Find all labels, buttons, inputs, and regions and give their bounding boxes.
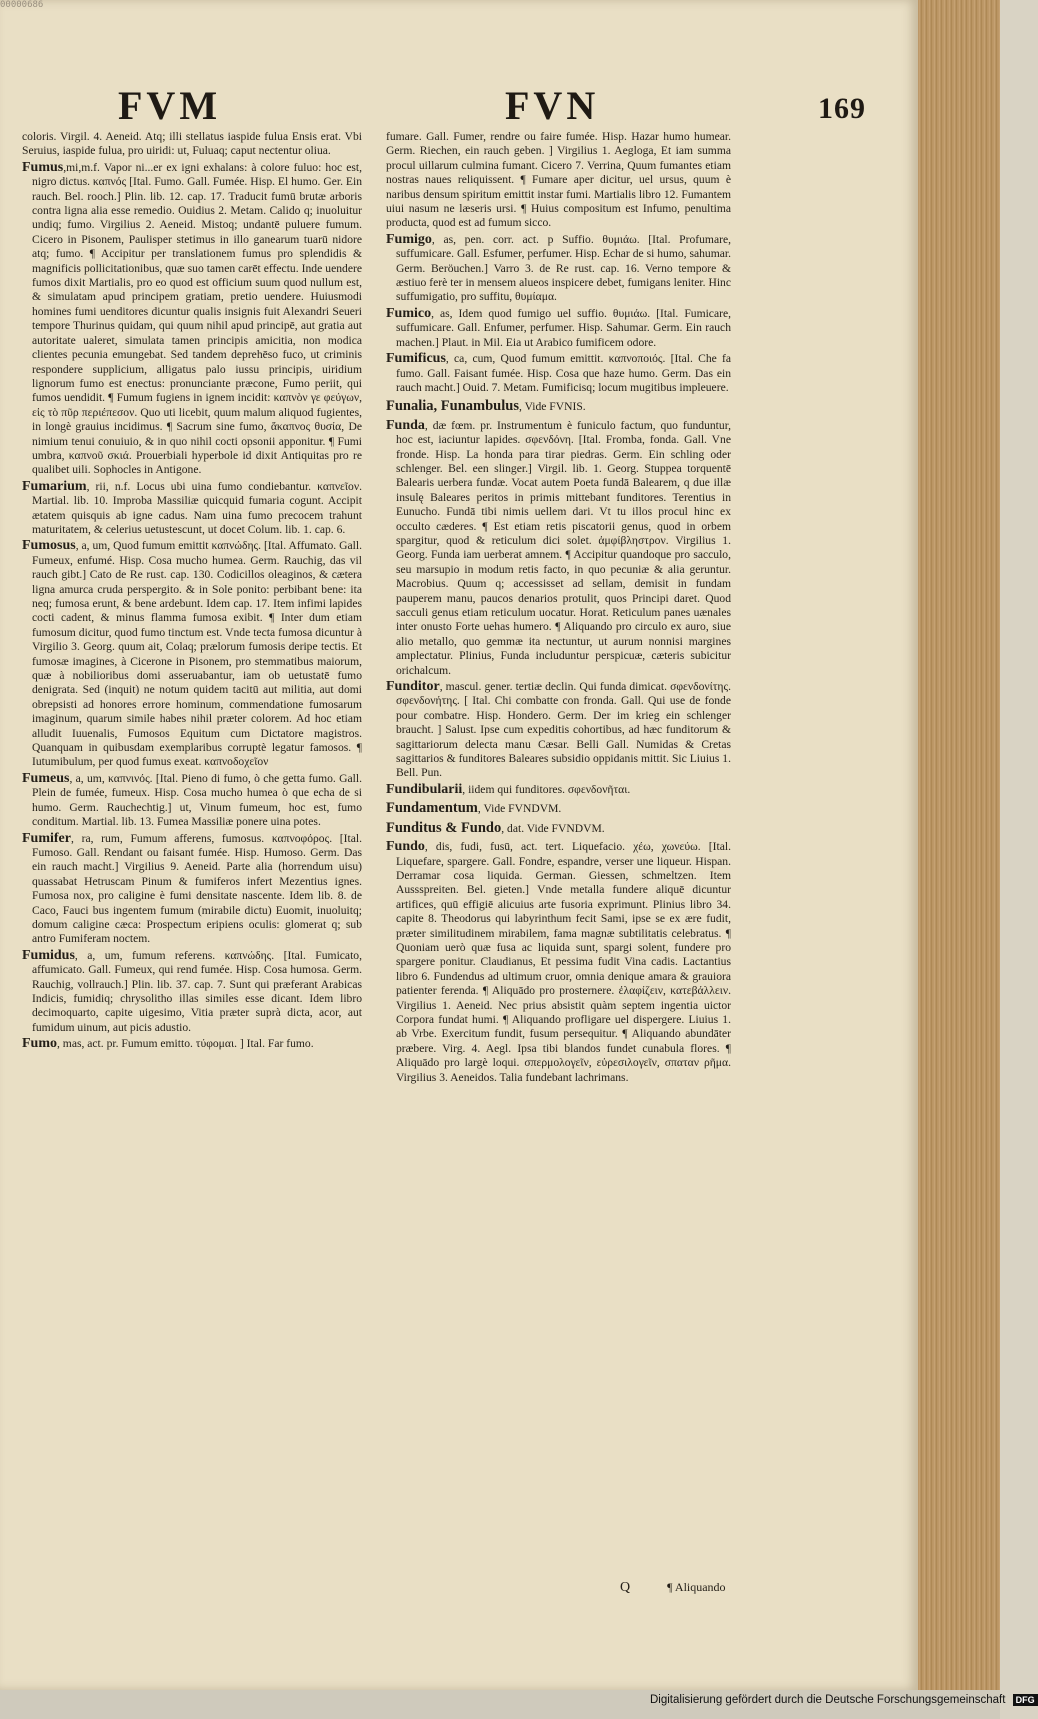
entry-body: , dat. Vide FVNDVM. (501, 821, 605, 835)
entry-headword: Fumeus (22, 770, 70, 786)
footer-credit (650, 1694, 1035, 1706)
entry-body: , ca, cum, Quod fumum emittit. καπνοποιός. [Ital. Che fa fumo. Gall. Faisant fumée. Hisp. Cosa que haze humo. Germ. Das ein rauch macht.] Ouid. 7. Metam. Fumificisq; locum mugitibus impleuere. (396, 352, 731, 394)
dictionary-entry (22, 772, 362, 830)
footer-text: Digitalisierung gefördert durch die Deutsche Forschungsgemeinschaft (650, 1694, 1006, 1706)
entry-body: , Vide FVNIS. (518, 400, 586, 414)
cross-reference-entry (386, 801, 731, 816)
dictionary-entry (386, 783, 731, 797)
entry-body: , a, um, Quod fumum emittit καπνώδης. [Ital. Affumato. Gall. Fumeux, enfumé. Hisp. Cosa mucho humea. Germ. Rauchig, das vil rauch gibt.] Cato de Re rust. cap. 130. Codicillos oleaginos, & cætera ligna amurca cruda perspergito. & in Sole ponito: perbibant bene: ita neq; fumosa erunt, & bene ardebunt. Idem cap. 17. Item infimi lapides cocti cadent, & minus flamma fumosa exibit. ¶ Inter dum etiam fumosum dicitur, quod fumo tinctum est. Vnde tecta fumosa dicuntur à Virgilio 3. Georg. quum ait, Colaq; prælorum fumosis deripe tectis. Et fumosæ imagines, à Cicerone in Pisonem, pro stemmatibus maiorum, quæ à nobilioribus domi asseruabantur, iam ob uetustatē fumo denigrata. Sed (inquit) ne notum quidem tacitū aut militia, aut domi obrepsisti ad honores errore hominum, commendatione fumosarum imaginum, quarum simile habes nihil præter colorem. Ad hoc etiam alludit Iuuenalis, Fumosos Equitum cum Dictatore magistros. Quanquam in quibusdam exemplaribus corruptè legatur famosos. ¶ Iutumibulum, per quod fumus exeat. καπνοδοχεῖον (32, 539, 362, 769)
continued-text (386, 130, 731, 231)
entry-body: fumare. Gall. Fumer, rendre ou faire fumée. Hisp. Hazar humo humear. Germ. Riechen, ein rauch geben. ] Virgilius 1. Aegloga, Et iam summa procul uillarum culmina fumant. Cicero 7. Verrina, Quum fumantes etiam nostras naues reliquissent. ¶ Fumare aper dicitur, uel ursus, quum è naribus densum spiritum emittit instar fumi. Martialis libro 12. Fumantem uiui nasum ne læseris ursi. ¶ Huius compositum est Infumo, penultima producta, quod est ad fumum sicco. (386, 130, 731, 230)
book-edge (918, 0, 1000, 1690)
entry-body: , a, um, fumum referens. καπνώδης. [Ital. Fumicato, affumicato. Gall. Fumeux, qui rend fumée. Hisp. Cosa humosa. Germ. Rauchig, vollrauch.] Plin. lib. 37. cap. 7. Sunt qui præferant Arabicas Indicis, fumidiq; chrysolitho illas similes esse dicant. Idem libro decimoquarto, capite uigesimo, Vitia præter suprà dicta, acor, aut fumidum uinum, aut picis adustio. (32, 948, 362, 1034)
cross-reference-entry (386, 821, 731, 836)
scan-id: 00000686 (0, 0, 44, 10)
entry-body: coloris. Virgil. 4. Aeneid. Atq; illi stellatus iaspide fulua Ensis erat. Vbi Seruius, iaspide fulua, pro uiridi: ut, Fuluaq; caput nectentur oliua. (22, 130, 362, 158)
dictionary-entry (22, 539, 362, 770)
dictionary-entry (22, 949, 362, 1035)
dictionary-entry (386, 840, 731, 1085)
dfg-logo: DFG (1013, 1694, 1038, 1706)
dictionary-entry (386, 352, 731, 395)
dictionary-entry (22, 832, 362, 947)
entry-body: , dæ fœm. pr. Instrumentum è funiculo factum, quo funduntur, hoc est, iaciuntur lapides. σφενδόνη. [Ital. Fromba, fonda. Gall. Vne fronde. Hisp. La honda para tirar piedras. Germ. Ein schling oder schlenger. Bel. een slinger.] Virgil. lib. 1. Georg. Stuppea torquentē Balearis uerbera fundæ. Vocat autem Poeta fundā Balearem, q due illæ insulę Baleares peritos in primis mittebant funditores. Terentius in Eunucho. Fundā tibi nimis uellem dari. Vt tu illos procul hinc ex occulto cæderes. ¶ Est etiam retis piscatorii genus, quod in orbem spargitur, quod & reticulum dici solet. ἀμφίβληστρον. Virgilius 1. Georg. Funda iam uerberat amnem. ¶ Accipitur quandoque pro sacculo, seu marsupio in modum retis facto, in quo pecuniæ & alia geruntur. Macrobius. Quum q; accessisset ad sellam, demisit in fundam pauperem manu, paucos denarios protulit, quos Principi daret. Quod sacculi genus etiam reticulum uocatur. Horat. Reticulum panes uænales inter onusto Forte uehas humero. ¶ Aliquando pro circulo ex auro, siue alio metallo, quo gemmæ ita nectuntur, ut aurum nonnisi margines amplectatur. Plinius, Funda includuntur perspicuæ, cæteris subicitur orichalcum. (396, 418, 731, 677)
entry-body: , Vide FVNDVM. (477, 802, 562, 816)
catchword (620, 1580, 726, 1596)
entry-headword: Funalia, Funambulus (386, 398, 519, 415)
dictionary-entry (22, 480, 362, 538)
continued-text (22, 130, 362, 159)
entry-body: , dis, fudi, fusū, act. tert. Liquefacio. χέω, χωνεύω. [Ital. Liquefare, spargere. Gall. Fondre, espandre, verser une liqueur. Hispan. Derramar cosa liquida. German. Giessen, schmeltzen. Item Aussspreiten. Bel. gieten.] Vnde metalla fundere aliquē dicuntur artifices, quū effigiē alicuius arte fusoria exprimunt. Plinius libro 34. capite 8. Theodorus qui labyrinthum fecit Sami, ipse se ex ære fudit, præter similitudinem mirabilem, fama magnæ subtilitatis celebratus. ¶ Quoniam uerò quæ fusa ac liquida sunt, spargi solent, fundere pro spargere ponitur. Claudianus, Et pessima fudit Vina cadis. Lactantius libro 6. Fundendus ad ultimum cruor, omnia denique amara & grauiora patienter ferenda. ¶ Aliquādo pro prosternere. ἐλαφίζειν, κατεβάλλειν. Virgilius 1. Aeneid. Nec prius absistit quàm septem ingentia uictor Corpora fundat humi. ¶ Aliquando profligare uel dispergere. Liuius 1. ab Vrbe. Exercitum fundit, fusum persequitur. ¶ Aliquando abundāter præbere. Virg. 4. Aegl. Ipsa tibi blandos fundet cunabula flores. ¶ Aliquādo pro largè loqui. σπερμολογεῖν, εὐρεσιλογεῖν, σπαταν ρῆμα. Virgilius 3. Aeneidos. Talia fundebant lachrimans. (396, 840, 731, 1084)
dictionary-entry (386, 307, 731, 350)
entry-headword: Fumigo (386, 231, 432, 247)
entry-headword: Fumus (22, 159, 64, 175)
entry-headword: Fundo (386, 839, 425, 855)
dictionary-entry (22, 1037, 362, 1051)
running-head-right: FVN (505, 83, 600, 128)
right-column (386, 130, 731, 1087)
entry-body: , mascul. gener. tertiæ declin. Qui funda dimicat. σφενδονίτης. σφενδονήτης. [ Ital. Chi combatte con fronda. Gall. Qui use de fonde pour combatre. Hisp. Hondero. Germ. Der im krieg ein schlenger braucht. ] Salust. Ipse cum expeditis cohortibus, ad hæc funditorum & sagittariorum delecta manu Cæsar. Belli Gall. Numidas & Cretas sagittarios & funditores Baleares subsidio oppidanis mittit. Sic Liuius 1. Bell. Pun. (396, 680, 731, 780)
entry-body: , rii, n.f. Locus ubi uina fumo condiebantur. καπνεῖον. Martial. lib. 10. Improba Massiliæ quicquid fumaria cogunt. Accipit ætatem quisquis ab igne cadus. Nam uina fumo precocem trahunt maturitatem, & celerius uetustescunt, ut docet Colum. lib. 1. cap. 6. (32, 479, 362, 536)
dictionary-entry (22, 161, 362, 478)
entry-body: , as, pen. corr. act. p Suffio. θυμιάω. [Ital. Profumare, suffumicare. Gall. Esfumer, perfumer. Hisp. Echar de si humo, sahumar. Germ. Beröuchen.] Varro 3. de Re rust. cap. 16. Verno tempore & æstiuo ferè ter in mensem alueos inspicere debet, fumigans leniter. Hinc suffumigatio, pro suffitu, θυμίαμα. (396, 232, 731, 304)
entry-headword: Funditus & Fundo (386, 819, 502, 836)
entry-headword: Fumificus (386, 351, 446, 367)
entry-headword: Fundamentum (386, 800, 478, 817)
entry-body: , mas, act. pr. Fumum emitto. τύφομαι. ] Ital. Far fumo. (57, 1037, 314, 1051)
entry-headword: Fumarium (22, 478, 87, 494)
dictionary-entry (386, 680, 731, 781)
entry-headword: Fumifer (22, 830, 71, 846)
entry-body: , as, Idem quod fumigo uel suffio. θυμιάω. [Ital. Fumicare, suffumicare. Gall. Enfumer, perfumer. Hisp. Sahumar. Germ. Ein rauch machen.] Plaut. in Mil. Eia ut Arabico fumificem odore. (396, 306, 731, 349)
entry-headword: Fumosus (22, 538, 76, 554)
entry-headword: Fumico (386, 305, 432, 321)
entry-body: , ra, rum, Fumum afferens, fumosus. καπνοφόρος. [Ital. Fumoso. Gall. Rendant ou faisant fumée. Hisp. Humoso. Germ. Das ein rauch macht.] Virgilius 9. Aeneid. Parte alia (horrendum uisu) quassabat Hetruscam Pinum & fumiferos infert Mezentius ignes. Fumosa nox, pro caligine è fumi densitate nascente. Idem lib. 8. de Caco, Fauci bus ingentem fumum (mirabile dictu) Euomit, inuoluitq; domum caligine cæca: Prospectum eripiens oculis: glomerat q; sub antro Fumiferam noctem. (32, 831, 362, 946)
dictionary-entry (386, 233, 731, 305)
running-head-left: FVM (118, 83, 222, 128)
entry-headword: Funditor (386, 679, 440, 695)
entry-headword: Funda (386, 417, 425, 433)
left-column (22, 130, 362, 1054)
entry-body: ,mi,m.f. Vapor ni...er ex igni exhalans: à colore fuluo: hoc est, nigro dictus. καπνός [Ital. Fumo. Gall. Fumée. Hisp. El humo. Ger. Ein rauch. Bel. rooch.] Plin. lib. 12. cap. 17. Traducit fumū brutæ arboris contra ligna alia esse remedio. Ouidius 2. Metam. Calido q; inuoluitur undiq; fumo. Virgilius 2. Aeneid. Mistoq; undantē puluere fumum. Cicero in Pisonem, Paulisper stetimus in illo ganearum tuarū nidore atq; fumo. ¶ Accipitur per translationem fumus pro splendidis & magnificis pollicitationibus, quæ suo tamen carēt effectu. Inde uendere fumos dixit Martialis, pro eo quod est officium suum quod nullum est, & simulatam apud principem gratiam, pretio uendere. Huiusmodi homines fumi uenditores dicuntur qualis insignis fuit Alexandri Seueri tempore Thurinus quidam, qui quum nihil apud principē, aut gratia aut autoritate ualeret, simulata tamen principis amicitia, non modica clientes pecunia emungebat. Sed tandem deprehēso fuco, ut criminis respondere supplicium, alligatus palo iussu principis, uiridium lignorum fumo est enectus: pronunciante præcone, Fumo periit, qui fumos uendidit. ¶ Fumum fugiens in ignem incidit: καπνὸν γε φεύγων, εἰς τὸ πῦρ περιέπεσον. Quo uti licebit, quum malum aliquod fugientes, in longè grauius incidimus. ¶ Sacrum sine fumo, ἄκαπνος θυσία, De nimium tenui conuiuio, & in quo nihil cocti opsonii apponitur. ¶ Fumi umbra, καπνοῦ σκιά. Prouerbiali hyperbole id dixit Antiquitas pro re qualibet uili. Sophocles in Antigone. (32, 160, 362, 477)
catchword-text: ¶ Aliquando (667, 1580, 726, 1594)
entry-body: , iidem qui funditores. σφενδονῆται. (462, 782, 631, 796)
entry-body: , a, um, καπνινός. [Ital. Pieno di fumo, ò che getta fumo. Gall. Plein de fumée, fumeux. Hisp. Cosa mucho humea ò que echa de si humo. Germ. Rauchechtig.] ut, Vinum fumeum, hoc est, fumo conditum. Martial. lib. 13. Fumea Massiliæ ponere uina potes. (32, 771, 362, 829)
dictionary-entry (386, 419, 731, 678)
signature-mark: Q (620, 1580, 631, 1595)
entry-headword: Fundibularii (386, 781, 463, 797)
cross-reference-entry (386, 399, 731, 414)
page-number: 169 (818, 92, 866, 125)
entry-headword: Fumidus (22, 947, 75, 963)
entry-headword: Fumo (22, 1036, 57, 1052)
